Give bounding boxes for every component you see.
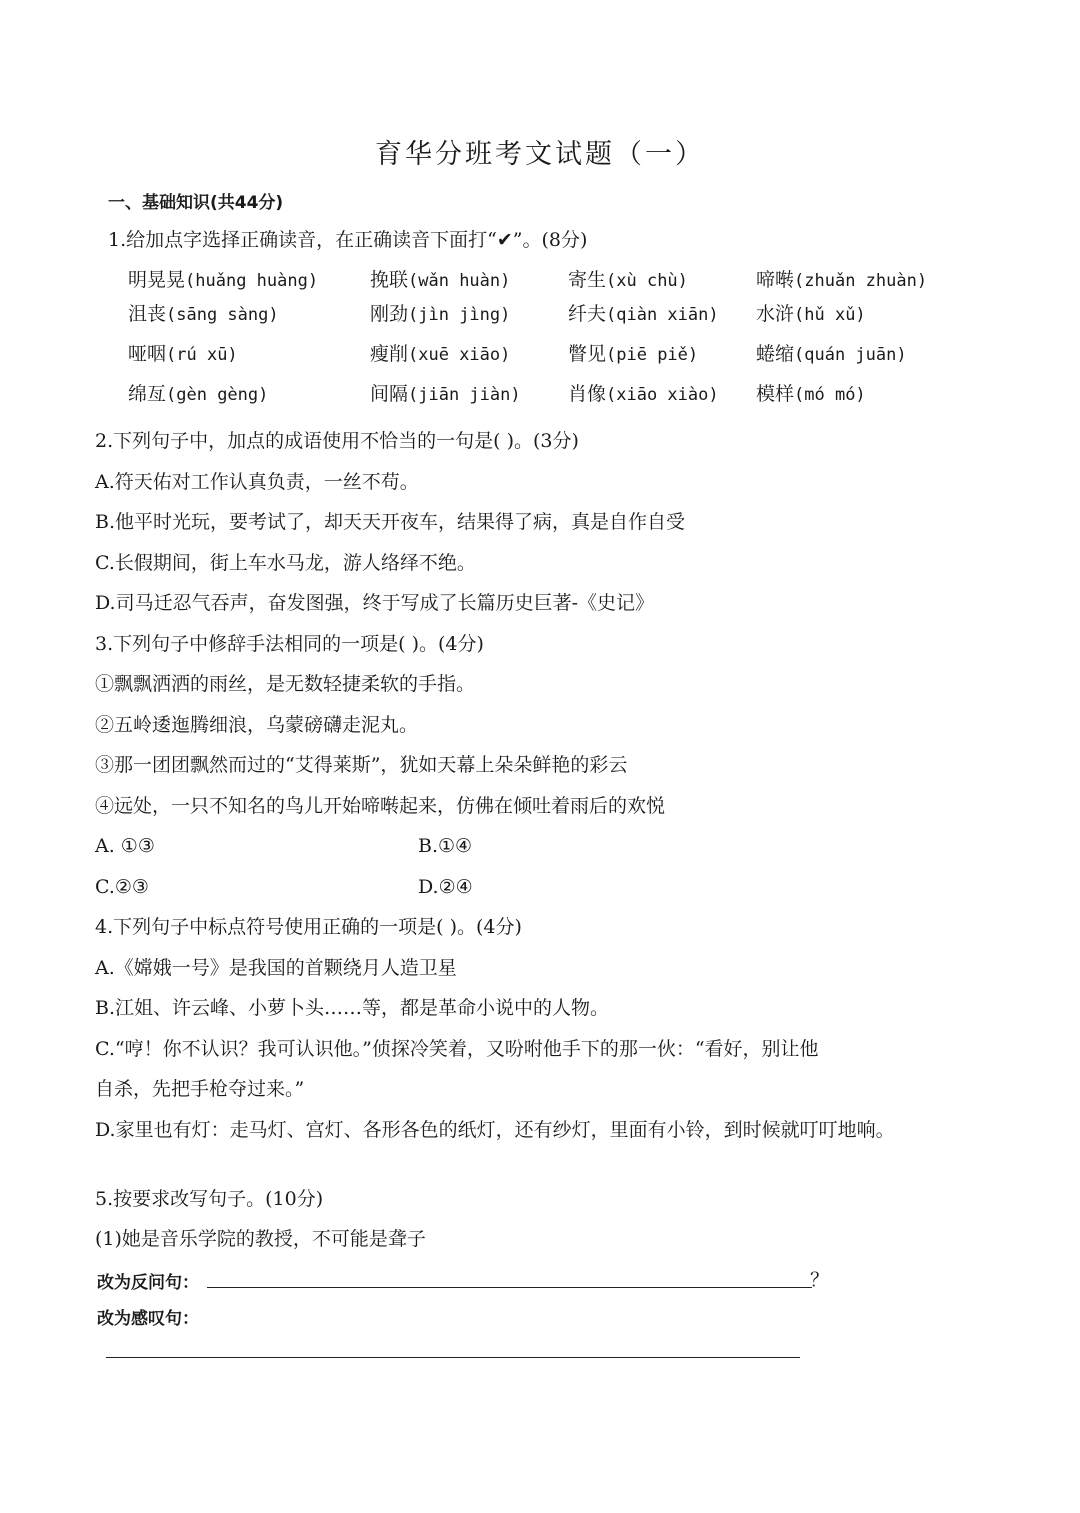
q4-option-b: B.江姐、许云峰、小萝卜头……等，都是革命小说中的人物。 bbox=[95, 997, 610, 1019]
q3-option-b: B.①④ bbox=[418, 835, 473, 857]
q3-sentence-4: ④远处，一只不知名的鸟儿开始啼啭起来，仿佛在倾吐着雨后的欢悦 bbox=[95, 795, 666, 817]
grid-cell: 明晃晃(huǎng huàng) bbox=[128, 269, 319, 291]
grid-cell: 瞥见(piē piě) bbox=[568, 343, 699, 365]
exclaim-label: 改为感叹句： bbox=[97, 1309, 199, 1329]
q1-stem: 1.给加点字选择正确读音，在正确读音下面打“✔”。(8分) bbox=[108, 229, 588, 251]
page-title: 育华分班考文试题（一） bbox=[375, 139, 705, 170]
grid-cell: 瘦削(xuē xiāo) bbox=[370, 343, 511, 365]
q3-sentence-3: ③那一团团飘然而过的“艾得莱斯”，犹如天幕上朵朵鲜艳的彩云 bbox=[95, 754, 628, 776]
grid-cell: 肖像(xiāo xiào) bbox=[568, 383, 719, 405]
rhetorical-label: 改为反问句： bbox=[97, 1273, 199, 1293]
q5-stem: 5.按要求改写句子。(10分) bbox=[95, 1188, 324, 1210]
grid-cell: 模样(mó mó) bbox=[756, 383, 866, 405]
grid-cell: 蜷缩(quán juān) bbox=[756, 343, 907, 365]
q3-option-a: A. ①③ bbox=[95, 835, 155, 857]
q3-stem: 3.下列句子中修辞手法相同的一项是( )。(4分) bbox=[95, 633, 484, 655]
grid-cell: 啼啭(zhuǎn zhuàn) bbox=[756, 269, 928, 291]
grid-cell: 沮丧(sāng sàng) bbox=[128, 303, 279, 325]
q2-stem: 2.下列句子中，加点的成语使用不恰当的一句是( )。(3分) bbox=[95, 430, 579, 452]
pinyin-grid bbox=[128, 268, 948, 408]
grid-cell: 刚劲(jìn jìng) bbox=[370, 303, 511, 325]
q4-option-c-line2: 自杀，先把手枪夺过来。” bbox=[95, 1078, 305, 1100]
grid-cell: 哑咽(rú xū) bbox=[128, 343, 238, 365]
q4-stem: 4.下列句子中标点符号使用正确的一项是( )。(4分) bbox=[95, 916, 522, 938]
q2-option-c: C.长假期间，街上车水马龙，游人络绎不绝。 bbox=[95, 552, 476, 574]
q2-option-b: B.他平时光玩，要考试了，却天天开夜车，结果得了病，真是自作自受 bbox=[95, 511, 686, 533]
rhetorical-answer-line[interactable] bbox=[207, 1287, 812, 1288]
q4-option-a: A.《嫦娥一号》是我国的首颗绕月人造卫星 bbox=[95, 957, 457, 979]
section-heading: 一、基础知识(共44分) bbox=[108, 193, 284, 213]
q3-sentence-1: ①飘飘洒洒的雨丝，是无数轻捷柔软的手指。 bbox=[95, 673, 476, 695]
q3-option-c: C.②③ bbox=[95, 876, 149, 898]
q2-option-d: D.司马迁忍气吞声，奋发图强，终于写成了长篇历史巨著-《史记》 bbox=[95, 592, 655, 614]
q5-sentence-1: (1)她是音乐学院的教授，不可能是聋子 bbox=[95, 1228, 426, 1250]
q2-option-a: A.符天佑对工作认真负责，一丝不苟。 bbox=[95, 471, 419, 493]
exclaim-answer-line[interactable] bbox=[106, 1357, 800, 1358]
grid-cell: 间隔(jiān jiàn) bbox=[370, 383, 521, 405]
q3-option-d: D.②④ bbox=[418, 876, 473, 898]
q3-sentence-2: ②五岭逶迤腾细浪，乌蒙磅礴走泥丸。 bbox=[95, 714, 419, 736]
grid-cell: 纤夫(qiàn xiān) bbox=[568, 303, 719, 325]
q4-option-c-line1: C.“哼！你不认识？我可认识他。”侦探冷笑着，又吩咐他手下的那一伙：“看好，别让他 bbox=[95, 1038, 819, 1060]
grid-cell: 寄生(xù chù) bbox=[568, 269, 688, 291]
grid-cell: 挽联(wǎn huàn) bbox=[370, 269, 511, 291]
q4-option-d: D.家里也有灯：走马灯、宫灯、各形各色的纸灯，还有纱灯，里面有小铃，到时候就叮叮地响。 bbox=[95, 1119, 895, 1141]
question-mark: ？ bbox=[810, 1269, 830, 1291]
grid-cell: 绵亙(gèn gèng) bbox=[128, 383, 269, 405]
grid-cell: 水浒(hǔ xǔ) bbox=[756, 303, 866, 325]
